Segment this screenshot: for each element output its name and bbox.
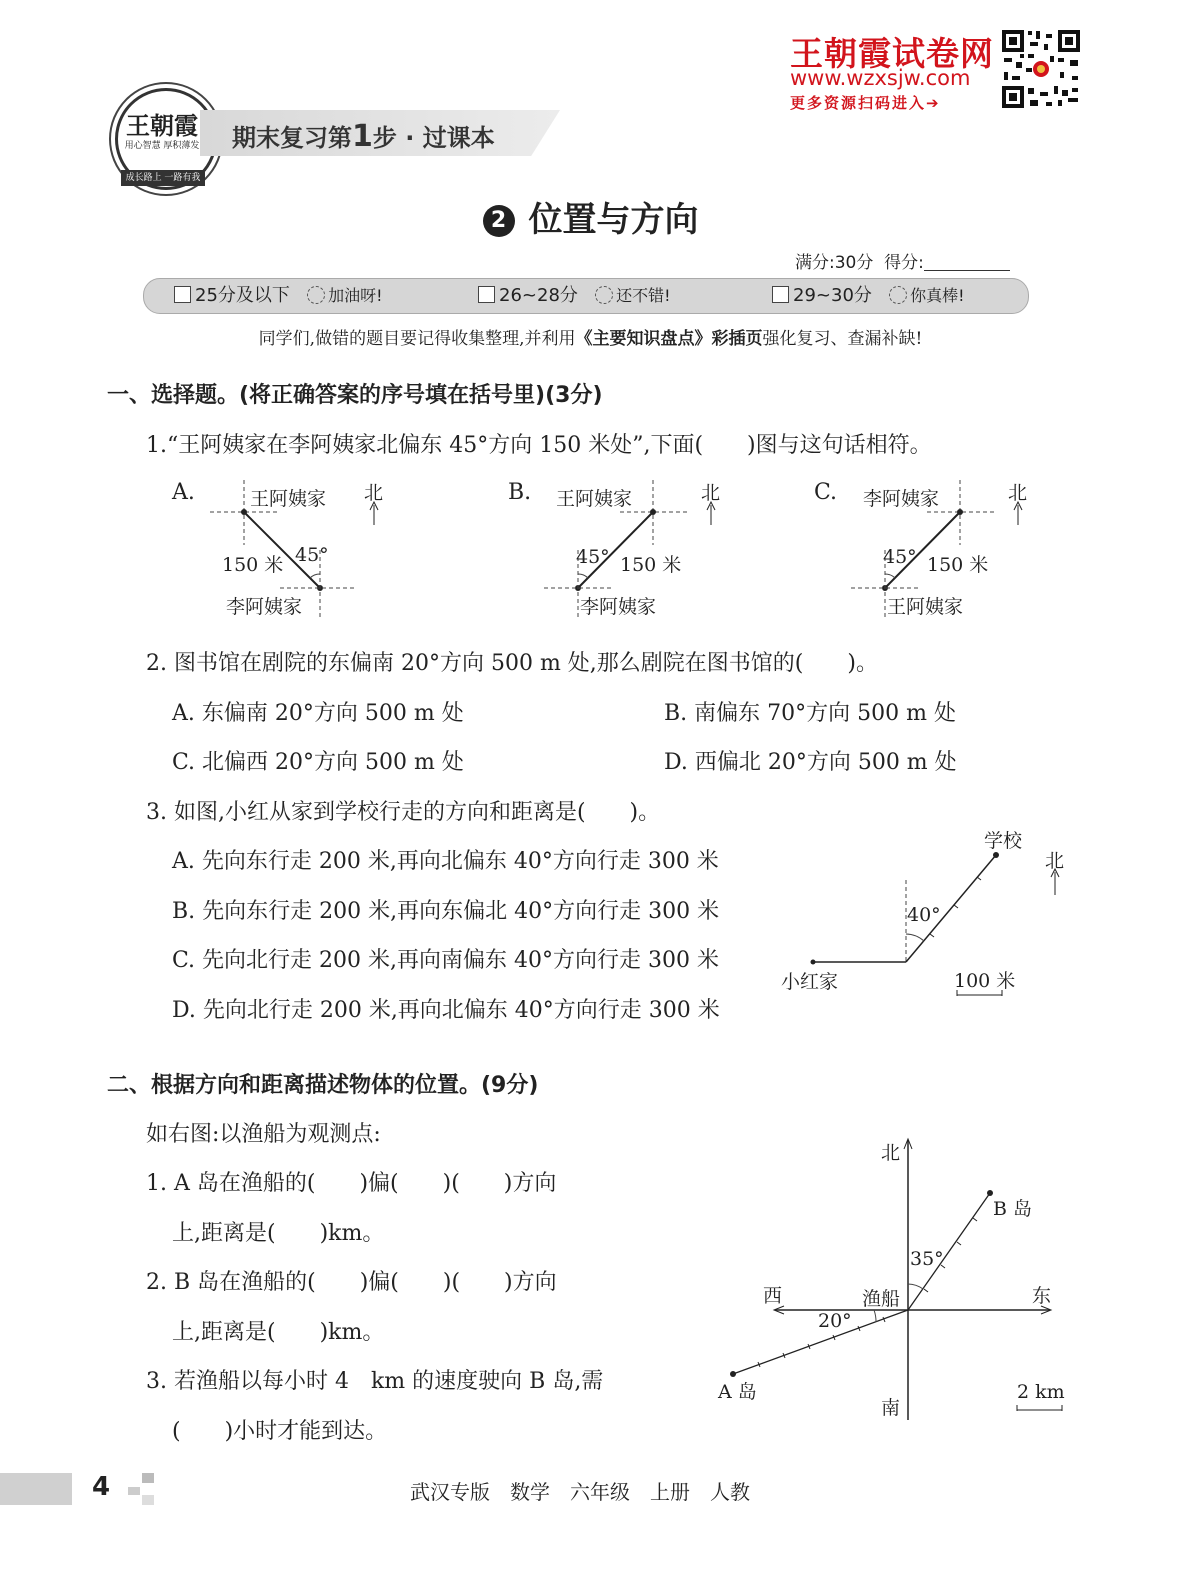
q1-c-bottom-label: 王阿姨家 <box>887 596 964 618</box>
s2-angle-a-label: 20° <box>818 1310 852 1332</box>
reminder-text: 同学们,做错的题目要记得收集整理,并利用《主要知识盘点》彩插页强化复习、查漏补缺! <box>258 329 923 349</box>
logo-subtitle: 用心智慧 厚积薄发 <box>124 141 200 151</box>
s2-scale-label: 2 km <box>1017 1381 1065 1403</box>
question-3-text: 3. 如图,小红从家到学校行走的方向和距离是( )。 <box>146 800 661 825</box>
brand-subtitle: 更多资源扫码进入➔ <box>790 94 941 112</box>
q3-option-d[interactable]: D. 先向北行走 200 米,再向北偏东 40°方向行走 300 米 <box>172 998 720 1023</box>
question-2-text: 2. 图书馆在剧院的东偏南 20°方向 500 m 处,那么剧院在图书馆的( )。 <box>146 651 878 676</box>
face-icon <box>307 286 325 304</box>
q3-school-label: 学校 <box>984 830 1023 852</box>
section-1-heading: 一、选择题。(将正确答案的序号填在括号里)(3分) <box>107 383 603 408</box>
unit-number: 2 <box>483 205 515 237</box>
q1-a-distance: 150 米 <box>222 554 284 576</box>
q2-option-b[interactable]: B. 南偏东 70°方向 500 m 处 <box>664 701 956 726</box>
q3-option-b[interactable]: B. 先向东行走 200 米,再向东偏北 40°方向行走 300 米 <box>172 899 720 924</box>
section-2-intro: 如右图:以渔船为观测点: <box>146 1122 381 1147</box>
q1-a-angle: 45° <box>295 544 329 566</box>
q1-b-north: 北 <box>701 482 721 504</box>
page-number: 4 <box>92 1472 111 1502</box>
q1-c-angle: 45° <box>883 546 917 568</box>
s2-question-2-line1: 2. B 岛在渔船的( )偏( )( )方向 <box>146 1270 557 1295</box>
s2-south-label: 南 <box>881 1397 901 1419</box>
score-input[interactable] <box>924 254 1010 271</box>
qr-code-icon[interactable] <box>1000 28 1082 110</box>
s2-east-label: 东 <box>1032 1285 1052 1307</box>
q1-a-top-label: 王阿姨家 <box>250 488 327 510</box>
step-title: 期末复习第1步 · 过课本 <box>232 119 495 154</box>
q1-option-b-letter[interactable]: B. <box>508 480 532 505</box>
q1-c-north: 北 <box>1008 482 1028 504</box>
logo-name: 王朝霞 <box>126 111 198 140</box>
q1-b-distance: 150 米 <box>620 554 682 576</box>
footer-decoration-icon <box>128 1473 156 1505</box>
q3-home-label: 小红家 <box>781 971 839 993</box>
page-title: 2 位置与方向 <box>0 192 1181 241</box>
score-line: 满分:30分 得分: <box>795 248 1010 273</box>
rating-mid-checkbox[interactable] <box>478 286 495 303</box>
q3-north-label: 北 <box>1045 850 1065 872</box>
q1-option-c-letter[interactable]: C. <box>814 480 838 505</box>
rating-low-checkbox[interactable] <box>174 286 191 303</box>
footer-bar <box>0 1473 72 1505</box>
s2-question-1-line1: 1. A 岛在渔船的( )偏( )( )方向 <box>146 1171 557 1196</box>
rating-high: 29~30分 你真棒! <box>772 279 964 313</box>
brand-url[interactable]: www.wzxsjw.com <box>790 66 971 90</box>
s2-angle-b-label: 35° <box>910 1248 944 1270</box>
score-rating-bar <box>143 278 1029 314</box>
q2-option-d[interactable]: D. 西偏北 20°方向 500 m 处 <box>664 750 957 775</box>
rating-high-checkbox[interactable] <box>772 286 789 303</box>
s2-west-label: 西 <box>763 1285 783 1307</box>
face-icon <box>595 286 613 304</box>
q1-option-a-letter[interactable]: A. <box>172 480 195 505</box>
q1-b-bottom-label: 李阿姨家 <box>580 596 657 618</box>
q3-option-a[interactable]: A. 先向东行走 200 米,再向北偏东 40°方向行走 300 米 <box>172 849 719 874</box>
s2-island-a-label: A 岛 <box>718 1381 757 1403</box>
question-1-text: 1.“王阿姨家在李阿姨家北偏东 45°方向 150 米处”,下面( )图与这句话相符。 <box>146 433 932 458</box>
q3-scale-label: 100 米 <box>954 970 1016 992</box>
s2-question-2-line2: 上,距离是( )km。 <box>172 1320 385 1345</box>
q1-b-angle: 45° <box>576 546 610 568</box>
q1-a-north: 北 <box>364 482 384 504</box>
q1-c-top-label: 李阿姨家 <box>863 488 940 510</box>
s2-question-1-line2: 上,距离是( )km。 <box>172 1221 385 1246</box>
s2-question-3-line1: 3. 若渔船以每小时 4 km 的速度驶向 B 岛,需 <box>146 1369 604 1394</box>
section-2-heading: 二、根据方向和距离描述物体的位置。(9分) <box>107 1073 539 1098</box>
rating-mid: 26~28分 还不错! <box>478 279 670 313</box>
logo-ribbon: 成长路上 一路有我 <box>121 170 205 186</box>
q1-c-distance: 150 米 <box>927 554 989 576</box>
s2-north-label: 北 <box>881 1142 901 1164</box>
q3-option-c[interactable]: C. 先向北行走 200 米,再向南偏东 40°方向行走 300 米 <box>172 948 719 973</box>
footer-text: 武汉专版 数学 六年级 上册 人教 <box>410 1480 750 1504</box>
brand-name: 王朝霞试卷网 <box>790 34 994 73</box>
q1-a-bottom-label: 李阿姨家 <box>226 596 303 618</box>
s2-center-label: 渔船 <box>862 1288 901 1310</box>
s2-island-b-label: B 岛 <box>993 1198 1033 1220</box>
s2-question-3-line2: ( )小时才能到达。 <box>172 1419 388 1444</box>
q3-angle-label: 40° <box>907 904 941 926</box>
q2-option-c[interactable]: C. 北偏西 20°方向 500 m 处 <box>172 750 464 775</box>
face-icon <box>889 286 907 304</box>
rating-low: 25分及以下 加油呀! <box>174 279 383 313</box>
q1-b-top-label: 王阿姨家 <box>556 488 633 510</box>
q2-option-a[interactable]: A. 东偏南 20°方向 500 m 处 <box>172 701 464 726</box>
